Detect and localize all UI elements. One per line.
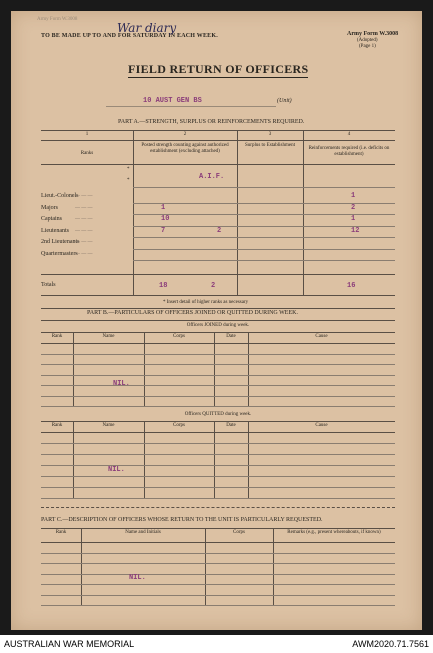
header-bottom-rule — [41, 432, 395, 433]
totals-posted-second: 2 — [211, 282, 216, 290]
quitted-nil-stamp: NIL. — [108, 466, 125, 474]
part-b-title: PART B.—PARTICULARS OF OFFICERS JOINED OR QUITTED DURING WEEK. — [87, 310, 298, 316]
totals-top-rule — [41, 274, 395, 275]
table-row-rule — [41, 375, 395, 376]
table-row-rule — [41, 406, 395, 407]
form-number: Army Form W.3008 — [347, 31, 399, 37]
document-page — [11, 11, 422, 630]
joined-title: Officers JOINED during week. — [186, 323, 250, 328]
leader-dots: — — — — [75, 217, 93, 222]
part-a-title: PART A.—STRENGTH, SURPLUS OR REINFORCEMENTS REQUIRED. — [118, 119, 305, 125]
part-c-divider — [41, 507, 395, 509]
part-b-rule — [41, 320, 395, 321]
column-header: Remarks (e.g., present whereabouts, if known) — [287, 530, 381, 535]
asterisk-mark: * — [127, 178, 130, 183]
quitted-title: Officers QUITTED during week. — [184, 412, 252, 417]
table-row-rule — [41, 605, 395, 606]
col-number-3: 3 — [268, 132, 272, 137]
part-a-row-rule — [133, 203, 395, 204]
rank-label: Quartermasters — [41, 250, 78, 257]
archive-footer — [0, 636, 433, 653]
column-header: Rank — [51, 334, 63, 339]
column-header: Corps — [173, 334, 185, 339]
table-row-rule — [41, 364, 395, 365]
table-row-rule — [41, 465, 395, 466]
handwritten-note: War diary — [117, 21, 177, 35]
header-bottom-rule — [41, 343, 395, 344]
asterisk-mark: * — [127, 167, 130, 172]
part-a-row-rule — [133, 260, 395, 261]
rank-label: Majors — [41, 204, 58, 211]
totals-bottom-rule — [41, 295, 395, 296]
rank-label: Lieutenants — [41, 227, 69, 234]
column-header: Name and Initials — [125, 530, 161, 535]
col-header-posted: Posted strength counting against authorized establishment (excluding attached) — [141, 143, 229, 154]
part-a-col-divider — [133, 130, 134, 295]
part-a-col-divider — [303, 130, 304, 295]
posted-value: 10 — [161, 215, 170, 223]
table-row-rule — [41, 595, 395, 596]
rank-label: 2nd Lieutenants — [41, 239, 80, 245]
posted-value: 1 — [161, 203, 166, 212]
instruction-text: TO BE MADE UP TO AND FOR SATURDAY IN EACH WEEK. — [41, 33, 218, 39]
reinforcement-value: 1 — [351, 215, 356, 223]
adopted-label: (Adopted) — [357, 38, 378, 43]
table-row-rule — [41, 563, 395, 564]
table-row-rule — [41, 454, 395, 455]
aif-stamp: A.I.F. — [199, 173, 225, 181]
joined-header-top — [41, 332, 395, 333]
table-row-rule — [41, 385, 395, 386]
col-header-ranks: Ranks — [80, 151, 94, 156]
part-a-header-rule — [41, 164, 395, 165]
quitted-header-top — [41, 421, 395, 422]
table-row-rule — [41, 574, 395, 575]
part-a-top-rule — [41, 130, 395, 131]
part-c-nil-stamp: NIL. — [129, 574, 146, 582]
table-row-rule — [41, 584, 395, 585]
reinforcement-value: 12 — [351, 226, 360, 235]
page-title: FIELD RETURN OF OFFICERS — [128, 62, 309, 76]
column-header: Cause — [315, 334, 328, 339]
part-c-title: PART C.—DESCRIPTION OF OFFICERS WHOSE RETURN TO THE UNIT IS PARTICULARLY REQUESTED. — [41, 517, 323, 523]
table-row-rule — [41, 487, 395, 488]
col-header-reinforcements: Reinforcements required (i.e. deficits on establishment) — [308, 146, 390, 157]
col-header-surplus: Surplus to Establishment — [245, 143, 295, 148]
table-row-rule — [41, 443, 395, 444]
posted-value-second: 2 — [217, 226, 222, 235]
reinforcement-value: 2 — [351, 203, 356, 212]
column-header: Name — [102, 423, 115, 428]
part-a-footnote: * Insert detail of higher ranks as necessary — [163, 300, 249, 305]
rank-label: Lieut.-Colonels — [41, 193, 79, 199]
part-a-row-rule — [133, 187, 395, 188]
column-divider — [273, 528, 274, 605]
unit-underline — [106, 106, 276, 107]
part-a-col-divider — [237, 130, 238, 295]
rank-label: Captains — [41, 216, 62, 222]
column-header: Corps — [173, 423, 185, 428]
leader-dots: — — — — [75, 194, 93, 199]
leader-dots: — — — — [75, 251, 93, 257]
totals-posted: 18 — [159, 282, 168, 290]
part-a-row-rule — [133, 237, 395, 238]
header-bottom-rule — [41, 542, 395, 543]
part-a-num-rule — [41, 140, 395, 141]
part-a-row-rule — [133, 249, 395, 250]
unit-label: (Unit) — [277, 98, 292, 104]
table-row-rule — [41, 476, 395, 477]
leader-dots: — — — — [75, 228, 93, 234]
leader-dots: — — — — [75, 205, 93, 211]
table-row-rule — [41, 498, 395, 499]
col-number-4: 4 — [347, 132, 351, 137]
column-header: Rank — [51, 423, 63, 428]
unit-stamp: 10 AUST GEN BS — [143, 97, 202, 105]
ghost-form-number: Army Form W.3008 — [37, 17, 78, 22]
column-header: Rank — [55, 530, 67, 535]
footer-accession: AWM2020.71.7561 — [352, 639, 429, 649]
leader-dots: — — — — [75, 240, 93, 245]
column-divider — [81, 528, 82, 605]
column-header: Corps — [233, 530, 245, 535]
footer-institution: AUSTRALIAN WAR MEMORIAL — [4, 639, 135, 649]
joined-nil-stamp: NIL. — [113, 380, 130, 388]
column-header: Cause — [315, 423, 328, 428]
part-c-header-top — [41, 528, 395, 529]
col-number-1: 1 — [85, 132, 89, 137]
totals-label: Totals — [41, 282, 56, 288]
table-row-rule — [41, 354, 395, 355]
totals-reinforcements: 16 — [347, 282, 356, 290]
part-b-top-rule — [41, 308, 395, 309]
page-label: (Page 1) — [359, 44, 376, 49]
column-header: Date — [226, 334, 236, 339]
part-a-row-rule — [133, 214, 395, 215]
reinforcement-value: 1 — [351, 192, 356, 200]
column-header: Name — [102, 334, 115, 339]
posted-value: 7 — [161, 226, 166, 235]
column-header: Date — [226, 423, 236, 428]
col-number-2: 2 — [183, 132, 187, 137]
column-divider — [205, 528, 206, 605]
table-row-rule — [41, 396, 395, 397]
table-row-rule — [41, 553, 395, 554]
